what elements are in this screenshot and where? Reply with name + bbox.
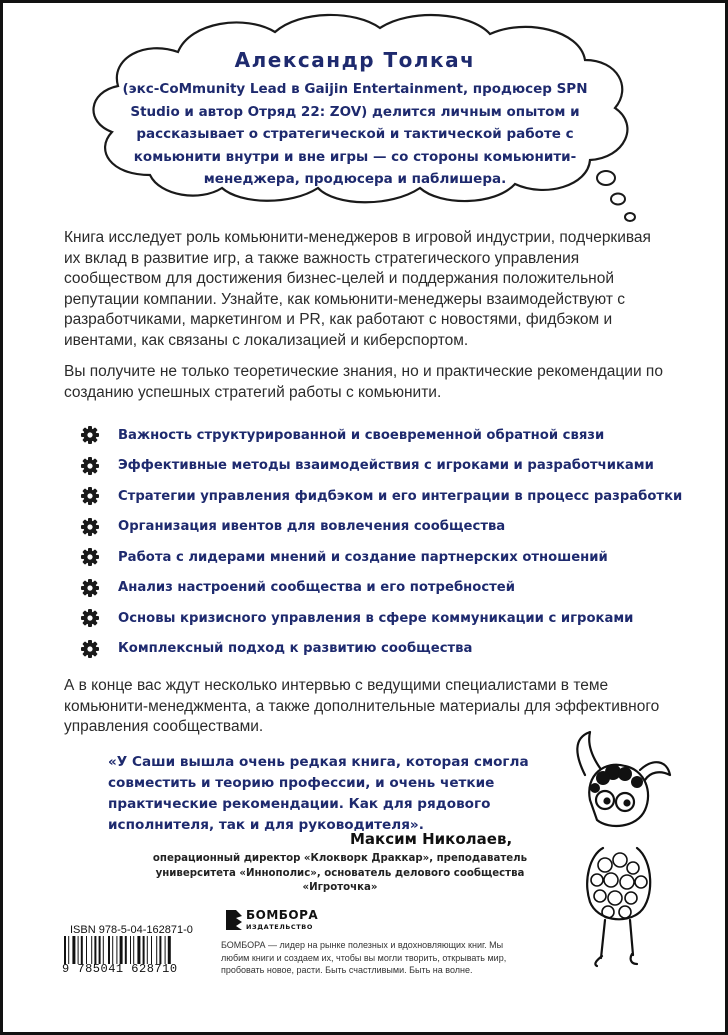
list-item	[80, 481, 700, 512]
barcode-bar	[91, 936, 92, 964]
barcode-bar	[130, 936, 131, 964]
barcode-bar	[116, 936, 117, 964]
barcode-bar	[103, 936, 104, 964]
barcode-bar	[165, 936, 166, 964]
list-item	[80, 451, 700, 482]
list-item	[80, 542, 700, 573]
list-item	[80, 420, 700, 451]
list-item-text: Анализ настроений сообщества и его потребностей	[118, 580, 515, 596]
barcode-bar	[72, 936, 75, 964]
barcode-bar	[108, 936, 110, 964]
publisher-description: БОМБОРА — лидер на рынке полезных и вдохновляющих книг. Мы любим книги и создаем их, чтобы вы могли творить, открывать мир, пробовать новое, расти. Быть счастливыми. Быть на волне.	[221, 940, 507, 975]
review-quote: «У Саши вышла очень редкая книга, которая смогла совместить и теорию профессии, и очень четкие практические рекомендации. Как для рядового исполнителя, так и для руководителя».	[108, 754, 529, 833]
list-item-text: Важность структурированной и своевременной обратной связи	[118, 427, 605, 443]
barcode-bar	[81, 936, 83, 964]
gear-icon	[80, 608, 100, 628]
gear-icon	[80, 486, 100, 506]
barcode-bar	[133, 936, 134, 964]
list-item-text: Основы кризисного управления в сфере коммуникации с игроками	[118, 610, 634, 626]
list-item	[80, 573, 700, 604]
sheep-illustration-icon	[545, 730, 695, 970]
list-item-text: Работа с лидерами мнений и создание партнерских отношений	[118, 549, 608, 565]
barcode-bar	[86, 936, 87, 964]
barcode-bar	[159, 936, 161, 964]
barcode-bar	[94, 936, 96, 964]
intro-paragraph-1: Книга исследует роль комьюнити-менеджеров в игровой индустрии, подчеркивая их вклад в развитие игр, а также важность стратегического управления сообществом для достижения бизнес-целей и поддержания положительной репутации компании. Узнайте, как комьюнити-менеджеры взаимодействуют с разработчиками, маркетингом и PR, как работают с новостями, фидбэком и ивентами, как связаны с локализацией и киберспортом.	[64, 229, 651, 349]
gear-icon	[80, 456, 100, 476]
publisher-subtitle: ИЗДАТЕЛЬСТВО	[246, 923, 313, 931]
list-item-text: Эффективные методы взаимодействия с игроками и разработчиками	[118, 458, 654, 474]
author-bio: (экс-CoMmunity Lead в Gaijin Entertainment, продюсер SPN Studio и автор Отряд 22: ZOV) делится личным опытом и рассказывает о стратегической и тактической работе с комьюнити внутри и вне игры — со стороны комьюнити-менеджера, продюсера и паблишера.	[122, 81, 588, 187]
barcode-bar	[68, 936, 69, 964]
gear-icon	[80, 639, 100, 659]
barcode-bar	[64, 936, 66, 964]
gear-icon	[80, 547, 100, 567]
barcode-bar	[151, 936, 152, 964]
barcode-digits: 9 785041 628710	[62, 962, 178, 976]
list-item	[80, 512, 700, 543]
barcode-icon	[62, 936, 210, 964]
barcode-bar	[137, 936, 140, 964]
barcode-bar	[78, 936, 79, 964]
intro-paragraph-2: Вы получите не только теоретические знания, но и практические рекомендации по созданию успешных стратегий работы с комьюнити.	[64, 363, 663, 401]
feature-list	[80, 420, 700, 664]
gear-icon	[80, 425, 100, 445]
author-name: Александр Толкач	[234, 48, 476, 72]
list-item	[80, 634, 700, 665]
list-item-text: Комплексный подход к развитию сообщества	[118, 641, 473, 657]
barcode-bar	[143, 936, 145, 964]
barcode-bar	[156, 936, 157, 964]
list-item	[80, 603, 700, 634]
isbn-text: ISBN 978-5-04-162871-0	[70, 924, 193, 936]
quote-author-role: операционный директор «Клокворк Драккар», преподаватель университета «Иннополис», основатель делового сообщества «Игроточка»	[152, 853, 528, 893]
list-item-text: Стратегии управления фидбэком и его интеграции в процесс разработки	[118, 488, 683, 504]
quote-author: Максим Николаев,	[350, 830, 513, 848]
barcode-bar	[147, 936, 148, 964]
publisher-name: БОМБОРА	[246, 908, 319, 922]
cloud-block	[120, 48, 590, 191]
barcode-bar	[168, 936, 171, 964]
outro-paragraph: А в конце вас ждут несколько интервью с ведущими специалистами в теме комьюнити-менеджмента, а также дополнительные материалы для эффективного управления сообществами.	[64, 677, 660, 735]
barcode-bar	[125, 936, 127, 964]
gear-icon	[80, 578, 100, 598]
barcode-bar	[99, 936, 101, 964]
barcode-bar	[120, 936, 123, 964]
list-item-text: Организация ивентов для вовлечения сообщества	[118, 519, 506, 535]
barcode-bar	[112, 936, 113, 964]
gear-icon	[80, 517, 100, 537]
